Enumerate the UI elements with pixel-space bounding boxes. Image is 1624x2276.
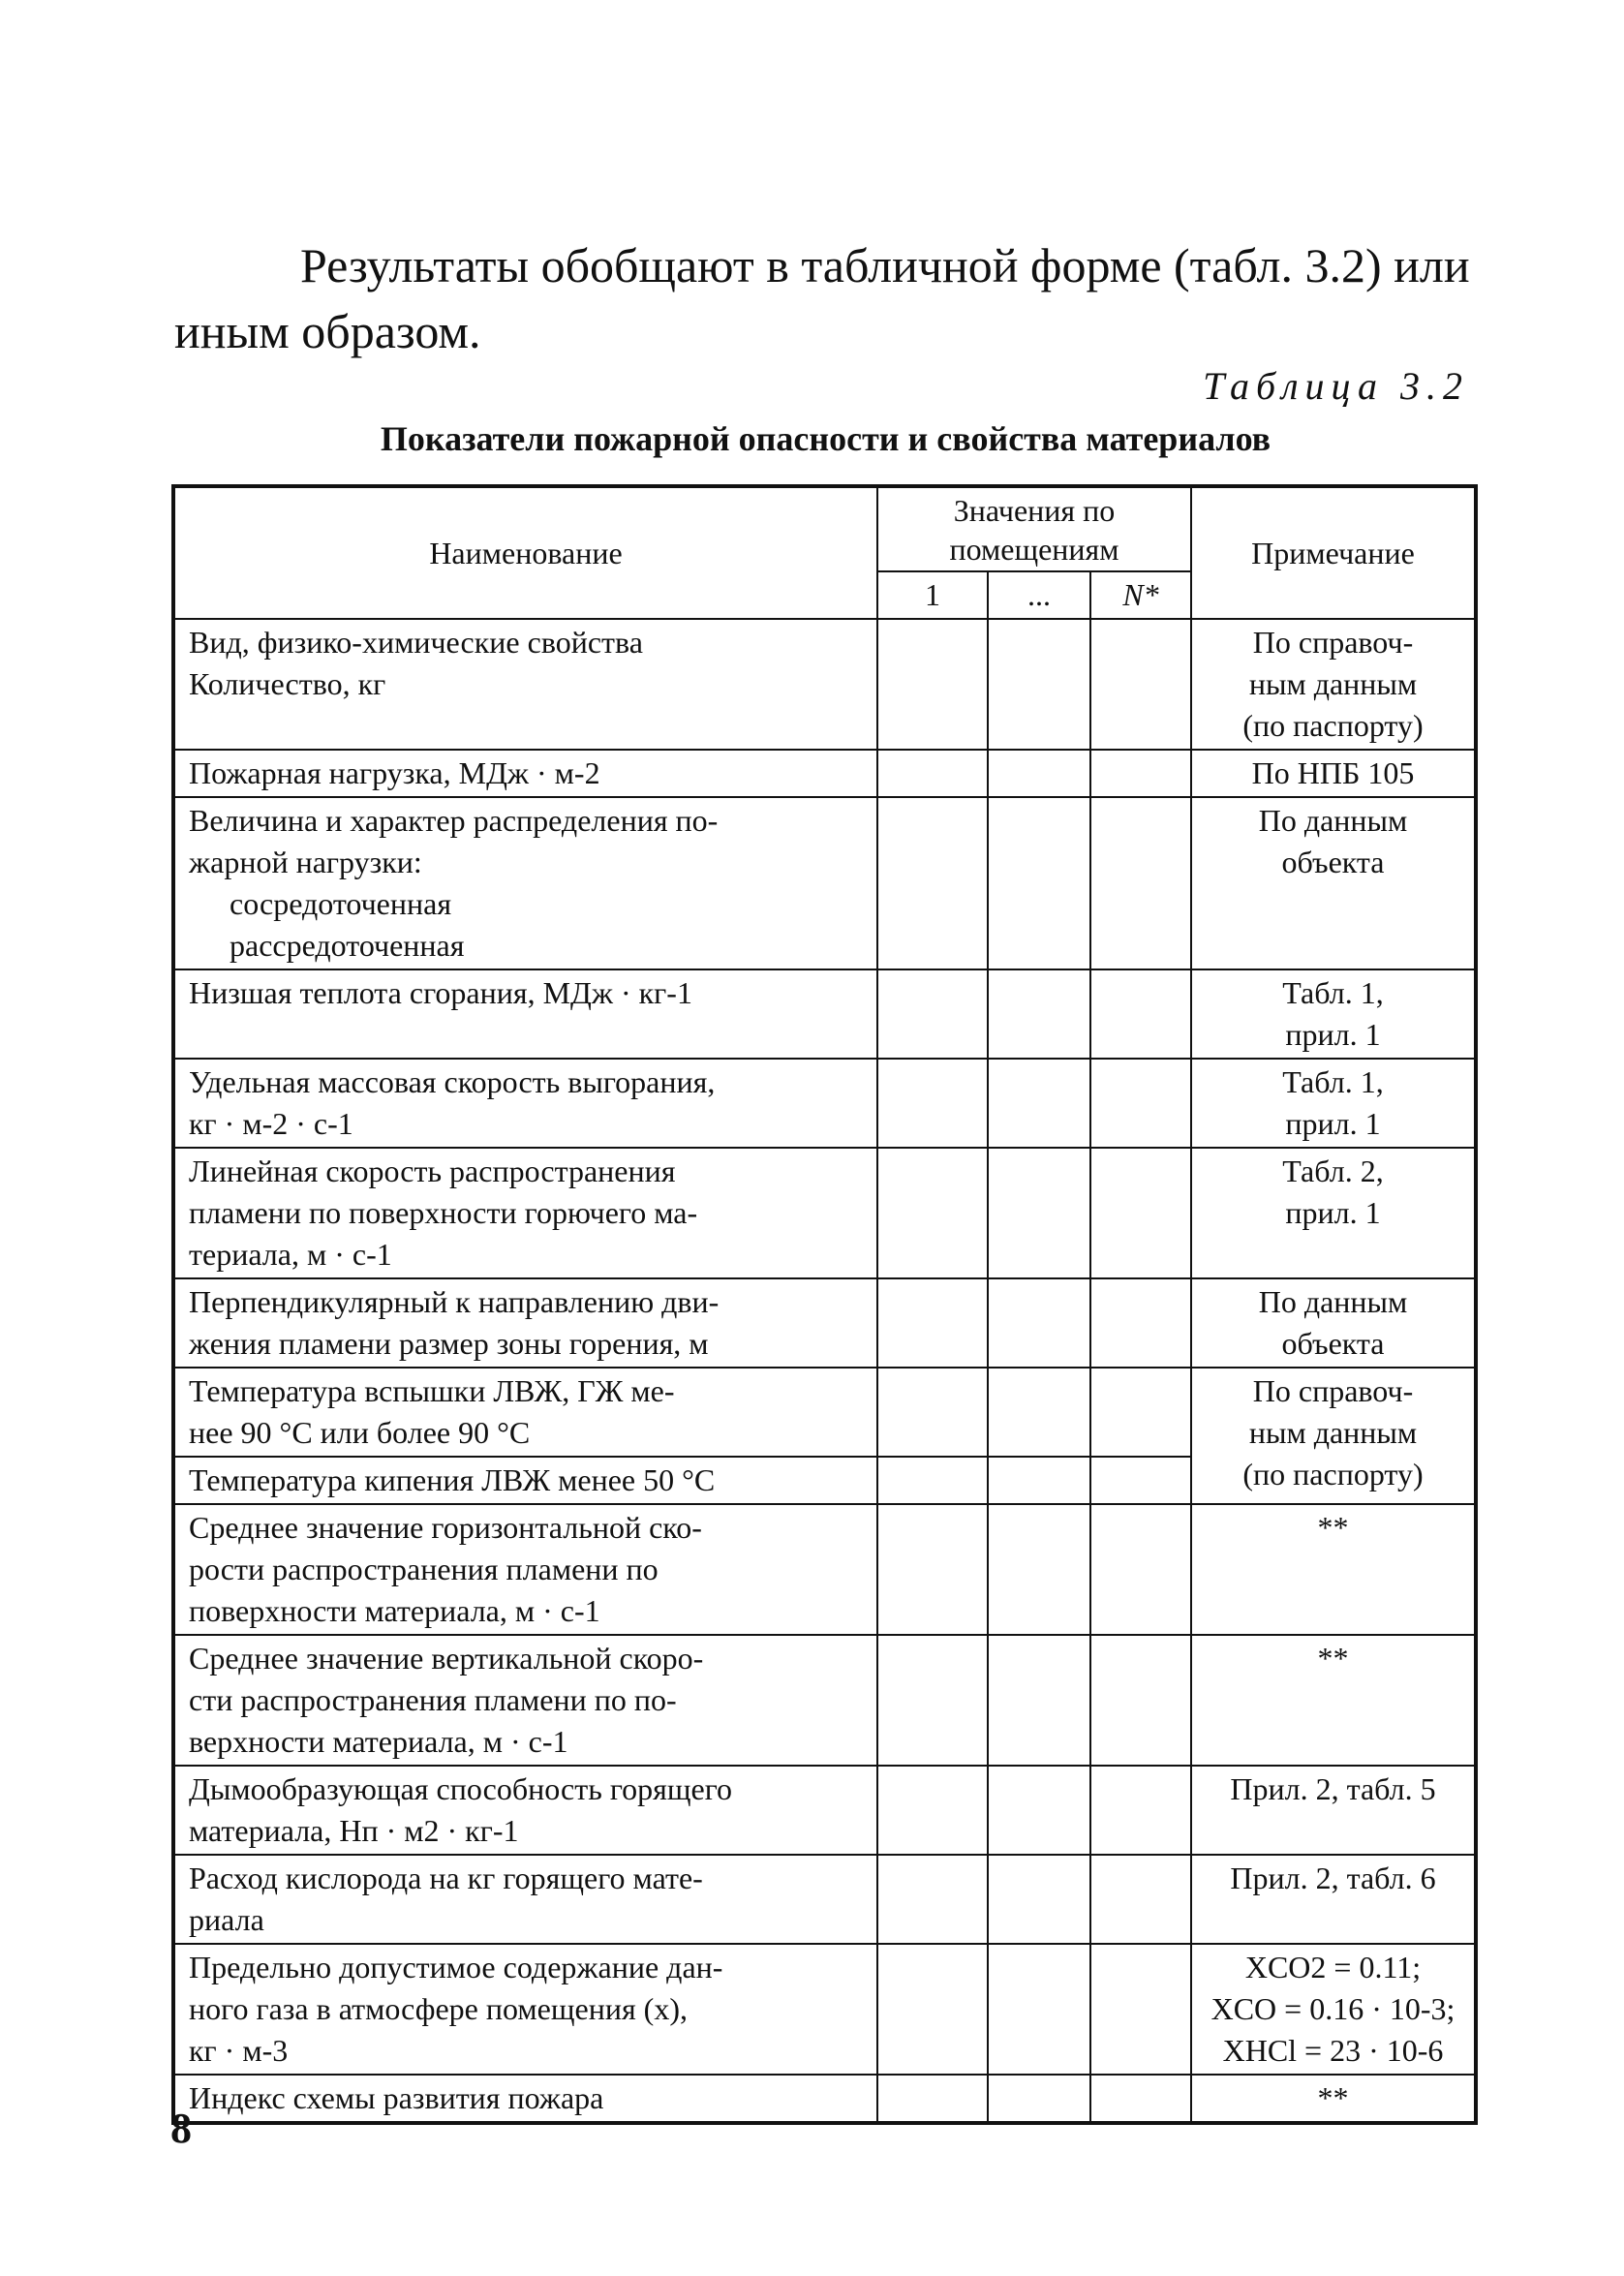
value-cell bbox=[1090, 1504, 1191, 1635]
row-note-line: XCO = 0.16 · 10-3; bbox=[1210, 1991, 1455, 2026]
row-name bbox=[173, 2075, 877, 2123]
row-note-line: ** bbox=[1317, 2080, 1349, 2115]
row-note bbox=[1191, 2075, 1476, 2123]
row-note-line: ным данным bbox=[1248, 666, 1418, 701]
value-cell bbox=[988, 1148, 1090, 1278]
value-cell bbox=[1090, 969, 1191, 1059]
value-cell bbox=[988, 1944, 1090, 2075]
value-cell bbox=[1090, 1368, 1191, 1457]
row-name bbox=[173, 1944, 877, 2075]
row-note-line: Табл. 2, bbox=[1282, 1153, 1384, 1188]
row-name bbox=[173, 1635, 877, 1766]
row-note bbox=[1191, 969, 1476, 1059]
value-cell bbox=[1090, 797, 1191, 969]
value-cell bbox=[988, 750, 1090, 797]
table-body bbox=[173, 619, 1476, 2123]
table-label: Таблица 3.2 bbox=[1203, 364, 1469, 408]
value-cell bbox=[1090, 1059, 1191, 1148]
table-row bbox=[173, 1278, 1476, 1368]
value-cell bbox=[1090, 1944, 1191, 2075]
table-row bbox=[173, 1368, 1476, 1457]
row-note-line: (по паспорту) bbox=[1242, 708, 1424, 743]
row-name-line: Среднее значение горизонтальной ско- bbox=[189, 1510, 702, 1545]
row-name-line: жения пламени размер зоны горения, м bbox=[189, 1326, 709, 1361]
row-note bbox=[1191, 1504, 1476, 1635]
row-name-line: нее 90 °С или более 90 °С bbox=[189, 1415, 531, 1450]
table-row bbox=[173, 1504, 1476, 1635]
row-name-line: ного газа в атмосфере помещения (х), bbox=[189, 1991, 688, 2026]
value-cell bbox=[877, 1059, 988, 1148]
row-name-line: Величина и характер распределения по- bbox=[189, 803, 719, 838]
table-row bbox=[173, 750, 1476, 797]
row-note bbox=[1191, 797, 1476, 969]
row-note-line: прил. 1 bbox=[1285, 1195, 1381, 1230]
row-name-line: Расход кислорода на кг горящего мате- bbox=[189, 1861, 703, 1895]
row-name bbox=[173, 619, 877, 750]
header-values-group: Значения по помещениям bbox=[877, 486, 1191, 571]
row-name-line: Предельно допустимое содержание дан- bbox=[189, 1950, 723, 1984]
header-col-1: 1 bbox=[877, 571, 988, 619]
row-name-line: Среднее значение вертикальной скоро- bbox=[189, 1641, 704, 1676]
value-cell bbox=[877, 1148, 988, 1278]
value-cell bbox=[988, 1504, 1090, 1635]
header-col-2: ... bbox=[988, 571, 1090, 619]
intro-paragraph: Результаты обобщают в табличной форме (табл. 3.2) или иным образом. bbox=[174, 238, 1470, 358]
row-name-line: териала, м · с-1 bbox=[189, 1237, 392, 1272]
header-name: Наименование bbox=[173, 486, 877, 619]
table-row bbox=[173, 969, 1476, 1059]
row-name bbox=[173, 1278, 877, 1368]
row-name-line: кг · м-3 bbox=[189, 2033, 289, 2068]
value-cell bbox=[1090, 1148, 1191, 1278]
value-cell bbox=[988, 2075, 1090, 2123]
value-cell bbox=[877, 1855, 988, 1944]
row-name-line: Индекс схемы развития пожара bbox=[189, 2080, 604, 2115]
table-row bbox=[173, 1635, 1476, 1766]
row-name-line: сти распространения пламени по по- bbox=[189, 1682, 677, 1717]
row-note-line: Прил. 2, табл. 6 bbox=[1230, 1861, 1436, 1895]
row-name-line: сосредоточенная bbox=[230, 886, 452, 921]
row-name bbox=[173, 1504, 877, 1635]
table-title: Показатели пожарной опасности и свойства материалов bbox=[380, 419, 1272, 458]
value-cell bbox=[988, 1766, 1090, 1855]
row-name-line: Температура вспышки ЛВЖ, ГЖ ме- bbox=[189, 1373, 675, 1408]
table-row bbox=[173, 1059, 1476, 1148]
row-note-line: (по паспорту) bbox=[1242, 1457, 1424, 1492]
row-name bbox=[173, 1059, 877, 1148]
row-note-line: По справоч- bbox=[1252, 625, 1414, 660]
row-name-line: поверхности материала, м · с-1 bbox=[189, 1593, 600, 1628]
value-cell bbox=[877, 1278, 988, 1368]
row-name-line: Пожарная нагрузка, МДж · м-2 bbox=[189, 755, 600, 790]
table-row bbox=[173, 2075, 1476, 2123]
value-cell bbox=[877, 2075, 988, 2123]
value-cell bbox=[988, 619, 1090, 750]
value-cell bbox=[877, 1504, 988, 1635]
row-name-line: Удельная массовая скорость выгорания, bbox=[189, 1064, 716, 1099]
row-name bbox=[173, 1766, 877, 1855]
value-cell bbox=[877, 1944, 988, 2075]
value-cell bbox=[877, 1635, 988, 1766]
row-note-line: объекта bbox=[1281, 1326, 1385, 1361]
value-cell bbox=[877, 1368, 988, 1457]
value-cell bbox=[877, 969, 988, 1059]
row-name bbox=[173, 1855, 877, 1944]
row-note-line: По НПБ 105 bbox=[1251, 755, 1415, 790]
value-cell bbox=[988, 1635, 1090, 1766]
row-name bbox=[173, 1368, 877, 1457]
row-note-line: XCO2 = 0.11; bbox=[1244, 1950, 1422, 1984]
value-cell bbox=[877, 750, 988, 797]
row-note bbox=[1191, 750, 1476, 797]
value-cell bbox=[1090, 1457, 1191, 1504]
row-name bbox=[173, 969, 877, 1059]
row-note bbox=[1191, 1635, 1476, 1766]
row-note-line: Табл. 1, bbox=[1282, 1064, 1384, 1099]
row-name-line: Низшая теплота сгорания, МДж · кг-1 bbox=[189, 975, 692, 1010]
row-note-line: По справоч- bbox=[1252, 1373, 1414, 1408]
table-row bbox=[173, 1766, 1476, 1855]
value-cell bbox=[988, 797, 1090, 969]
row-note bbox=[1191, 619, 1476, 750]
row-note bbox=[1191, 1059, 1476, 1148]
row-name-line: материала, Нп · м2 · кг-1 bbox=[189, 1813, 519, 1848]
value-cell bbox=[988, 1368, 1090, 1457]
table-row bbox=[173, 1944, 1476, 2075]
row-name bbox=[173, 750, 877, 797]
value-cell bbox=[988, 1278, 1090, 1368]
row-name-line: Количество, кг bbox=[189, 666, 386, 701]
value-cell bbox=[877, 1766, 988, 1855]
row-note-line: прил. 1 bbox=[1285, 1017, 1381, 1052]
row-name-line: Линейная скорость распространения bbox=[189, 1153, 676, 1188]
row-note-line: ** bbox=[1317, 1510, 1349, 1545]
header-col-3: N* bbox=[1090, 571, 1191, 619]
header-note: Примечание bbox=[1191, 486, 1476, 619]
row-name bbox=[173, 1148, 877, 1278]
row-name-line: верхности материала, м · с-1 bbox=[189, 1724, 568, 1759]
row-note-line: Табл. 1, bbox=[1282, 975, 1384, 1010]
row-note-line: По данным bbox=[1258, 803, 1408, 838]
row-name-line: Температура кипения ЛВЖ менее 50 °С bbox=[189, 1462, 716, 1497]
table-row bbox=[173, 619, 1476, 750]
row-name-line: риала bbox=[189, 1902, 264, 1937]
row-name-line: рассредоточенная bbox=[230, 928, 465, 963]
row-name-line: жарной нагрузки: bbox=[189, 845, 422, 879]
value-cell bbox=[1090, 1635, 1191, 1766]
value-cell bbox=[988, 1059, 1090, 1148]
value-cell bbox=[877, 619, 988, 750]
value-cell bbox=[1090, 1766, 1191, 1855]
value-cell bbox=[988, 1855, 1090, 1944]
row-name-line: Дымообразующая способность горящего bbox=[189, 1771, 733, 1806]
row-note-line: ** bbox=[1317, 1641, 1349, 1676]
row-note bbox=[1191, 1148, 1476, 1278]
row-note-line: Прил. 2, табл. 5 bbox=[1230, 1771, 1436, 1806]
row-note-line: XHCl = 23 · 10-6 bbox=[1222, 2033, 1444, 2068]
page-number: 8 bbox=[170, 2105, 192, 2152]
row-name-line: пламени по поверхности горючего ма- bbox=[189, 1195, 698, 1230]
table-row bbox=[173, 797, 1476, 969]
value-cell bbox=[1090, 1855, 1191, 1944]
properties-table bbox=[171, 484, 1478, 2125]
row-note bbox=[1191, 1855, 1476, 1944]
row-note-line: ным данным bbox=[1248, 1415, 1418, 1450]
value-cell bbox=[1090, 619, 1191, 750]
row-note bbox=[1191, 1944, 1476, 2075]
value-cell bbox=[877, 797, 988, 969]
row-name bbox=[173, 797, 877, 969]
row-name bbox=[173, 1457, 877, 1504]
table-row bbox=[173, 1855, 1476, 1944]
row-note-line: объекта bbox=[1281, 845, 1385, 879]
table-row bbox=[173, 1148, 1476, 1278]
value-cell bbox=[877, 1457, 988, 1504]
row-note bbox=[1191, 1766, 1476, 1855]
row-note bbox=[1191, 1368, 1476, 1504]
value-cell bbox=[988, 1457, 1090, 1504]
row-name-line: кг · м-2 · с-1 bbox=[189, 1106, 353, 1141]
row-note bbox=[1191, 1278, 1476, 1368]
value-cell bbox=[1090, 2075, 1191, 2123]
row-note-line: По данным bbox=[1258, 1284, 1408, 1319]
value-cell bbox=[1090, 1278, 1191, 1368]
row-name-line: Вид, физико-химические свойства bbox=[189, 625, 643, 660]
row-name-line: рости распространения пламени по bbox=[189, 1552, 659, 1586]
row-note-line: прил. 1 bbox=[1285, 1106, 1381, 1141]
value-cell bbox=[988, 969, 1090, 1059]
row-name-line: Перпендикулярный к направлению дви- bbox=[189, 1284, 720, 1319]
value-cell bbox=[1090, 750, 1191, 797]
